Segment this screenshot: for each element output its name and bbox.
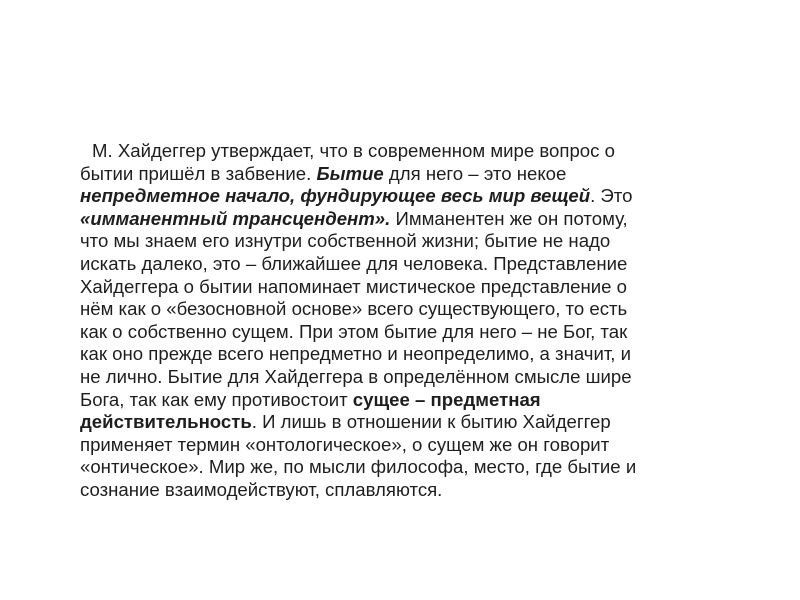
text-line	[80, 276, 750, 299]
text-run: Бога, так как ему противостоит	[80, 388, 353, 410]
text-line	[80, 298, 750, 321]
text-run: . Это	[590, 185, 633, 207]
text-line	[80, 366, 750, 389]
emphasis-being: Бытие	[316, 162, 384, 184]
text-line	[80, 321, 750, 344]
body-paragraph	[80, 140, 750, 502]
text-line	[80, 253, 750, 276]
text-run: нём как о «безосновной основе» всего существующего, то есть	[80, 298, 628, 320]
text-line	[80, 434, 750, 457]
text-run: Имманентен же он потому,	[390, 207, 628, 229]
text-run: что мы знаем его изнутри собственной жизни; бытие не надо	[80, 230, 611, 252]
text-run: «онтическое». Мир же, по мысли философа, место, где бытие и	[80, 456, 637, 478]
text-run: Хайдеггера о бытии напоминает мистическое представление о	[80, 275, 628, 297]
text-run: M. Хайдеггер утверждает, что в современном мире вопрос о	[92, 140, 615, 161]
text-line	[80, 343, 750, 366]
emphasis-nonobjective-origin: непредметное начало, фундирующее весь мир вещей	[80, 185, 591, 207]
text-run: искать далеко, это – ближайшее для человека. Представление	[80, 252, 628, 274]
text-line	[80, 208, 750, 231]
text-line	[80, 185, 750, 208]
text-run: применяет термин «онтологическое», о сущем же он говорит	[80, 433, 610, 455]
text-line	[80, 140, 750, 163]
text-run: сознание взаимодействуют, сплавляются.	[80, 478, 443, 500]
emphasis-immanent-transcendent: «имманентный трансцендент».	[80, 207, 391, 229]
text-line	[80, 456, 750, 479]
text-run: как оно прежде всего непредметно и неопределимо, а значит, и	[80, 343, 632, 365]
text-line	[80, 479, 750, 502]
text-run: бытии пришёл в забвение.	[80, 162, 317, 184]
emphasis-entity: сущее – предметная	[352, 388, 541, 410]
emphasis-reality: действительность	[80, 411, 252, 433]
text-run: как о собственно сущем. При этом бытие для него – не Бог, так	[80, 320, 628, 342]
text-line	[80, 230, 750, 253]
text-run: не лично. Бытие для Хайдеггера в определённом смысле шире	[80, 365, 632, 387]
text-line	[80, 163, 750, 186]
text-line	[80, 411, 750, 434]
text-run: для него – это некое	[383, 162, 567, 184]
text-run: . И лишь в отношении к бытию Хайдеггер	[251, 411, 611, 433]
text-line	[80, 389, 750, 412]
